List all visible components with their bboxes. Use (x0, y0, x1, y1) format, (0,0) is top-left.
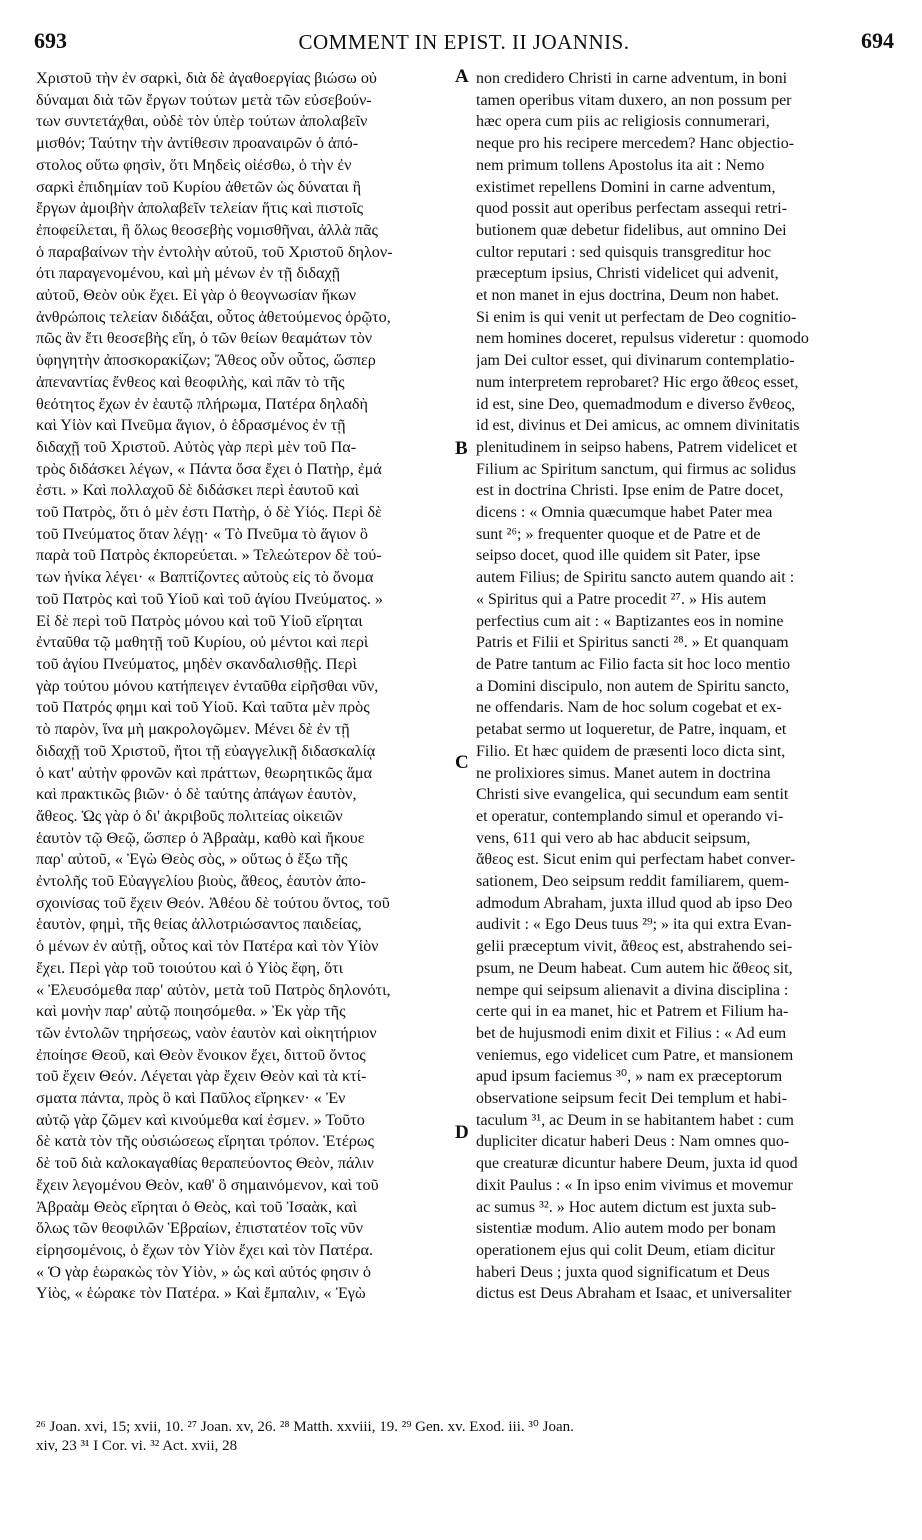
margin-mark-d: D (455, 1122, 469, 1143)
margin-mark-a: A (455, 66, 469, 87)
page-number-right: 694 (861, 28, 894, 53)
page-number-left: 693 (34, 28, 67, 53)
margin-mark-c: C (455, 752, 469, 773)
greek-text-column: Χριστοῦ τὴν ἐν σαρκὶ, διὰ δὲ ἀγαθοεργίας βιώσω οὐ δύναμαι διὰ τῶν ἔργων τούτων μετὰ τῶν εὐσεβούν- των συντετάχθαι, οὐδὲ τὸν ὑπὲρ τούτων ἀπολαβεῖν μισθόν; Ταύτην τὴν ἀντίθεσιν προαναιρῶν ὁ ἀπό- στολος οὕτω φησὶν, ὅτι Μηδεὶς οἰέσθω, ὁ τὴν ἐν σαρκὶ ἐπιδημίαν τοῦ Κυρίου ἀθετῶν ὡς δύναται ἢ ἔργων ἀμοιβὴν ἀπολαβεῖν τελείαν ἥτις καὶ πιστοῖς ἐποφείλεται, ἢ ὅλως θεοσεβὴς νομισθῆναι, ἀλλὰ πᾶς ὁ παραβαίνων τὴν ἐντολὴν αὐτοῦ, τοῦ Χριστοῦ δηλον- ότι παραγενομένου, καὶ μὴ μένων ἐν τῇ διδαχῇ αὐτοῦ, Θεὸν οὐκ ἔχει. Εἰ γὰρ ὁ θεογνωσίαν ἥκων ἀνθρώποις τελείαν διδάξαι, οὗτος ἀθετούμενος ὁρῷτο, πῶς ἂν ἔτι θεοσεβὴς εἴη, ὁ τῶν θείων θεαμάτων τὸν ὑφηγητὴν ἀποσκορακίζων; Ἄθεος οὖν οὗτος, ὥσπερ ἀπεναντίας ἔνθεος καὶ θεοφιλὴς, καὶ πᾶν τὸ τῆς θεότητος ἔχων ἐν ἑαυτῷ πλήρωμα, Πατέρα δηλαδὴ καὶ Υἱὸν καὶ Πνεῦμα ἅγιον, ὁ ἑδρασμένος ἐν τῇ διδαχῇ τοῦ Χριστοῦ. Αὐτὸς γὰρ περὶ μὲν τοῦ Πα- τρὸς διδάσκει λέγων, « Πάντα ὅσα ἔχει ὁ Πατὴρ, ἐμά ἐστι. » Καὶ πολλαχοῦ δὲ διδάσκει περὶ ἑαυτοῦ καὶ τοῦ Πατρὸς, ὅτι ὁ μὲν ἐστι Πατὴρ, ὁ δὲ Υἱός. Περὶ δὲ τοῦ Πνεύματος ὅταν λέγῃ· « Τὸ Πνεῦμα τὸ ἅγιον ὃ παρὰ τοῦ Πατρὸς ἐκπορεύεται. » Τελεώτερον δὲ τού- των ἡνίκα λέγει· « Βαπτίζοντες αὐτοὺς εἰς τὸ ὄνομα τοῦ Πατρὸς καὶ τοῦ Υἱοῦ καὶ τοῦ ἁγίου Πνεύματος. » Εἰ δὲ περὶ τοῦ Πατρὸς μόνου καὶ τοῦ Υἱοῦ εἴρηται ἐνταῦθα τῷ μαθητῇ τοῦ Κυρίου, οὐ μέντοι καὶ περὶ τοῦ ἁγίου Πνεύματος, μηδὲν σκανδαλισθῇς. Περὶ γὰρ τούτου μόνου κατήπειγεν ἐνταῦθα εἰρῆσθαι νῦν, τοῦ Πατρός φημι καὶ τοῦ Υἱοῦ. Καὶ ταῦτα μὲν πρὸς τὸ παρὸν, ἵνα μὴ μακρολογῶμεν. Μένει δὲ ἐν τῇ διδαχῇ τοῦ Χριστοῦ, ἤτοι τῇ εὐαγγελικῇ διδασκαλίᾳ ὁ κατ' αὐτὴν φρονῶν καὶ πράττων, θεωρητικῶς ἅμα καὶ πρακτικῶς βιῶν· ὁ δὲ ταύτης ἀπάγων ἑαυτὸν, ἄθεος. Ὡς γὰρ ὁ δι' ἀκριβοῦς πολιτείας οἰκειῶν ἑαυτὸν τῷ Θεῷ, ὥσπερ ὁ Ἀβραὰμ, καθὸ καὶ ἤκουε παρ' αὐτοῦ, « Ἐγὼ Θεὸς σὸς, » οὕτως ὁ ἔξω τῆς ἐντολῆς τοῦ Εὐαγγελίου βιοὺς, ἄθεος, ἑαυτὸν ἀπο- σχοινίσας τοῦ ἔχειν Θεόν. Ἀθέου δὲ τούτου ὄντος, τοῦ ἑαυτὸν, φημὶ, τῆς θείας ἀλλοτριώσαντος παιδείας, ὁ μένων ἐν αὐτῇ, οὗτος καὶ τὸν Πατέρα καὶ τὸν Υἱὸν ἔχει. Περὶ γὰρ τοῦ τοιούτου καὶ ὁ Υἱὸς ἔφη, ὅτι « Ἐλευσόμεθα παρ' αὐτὸν, μετὰ τοῦ Πατρὸς δηλονότι, καὶ μονὴν παρ' αὐτῷ ποιησόμεθα. » Ἐκ γὰρ τῆς τῶν ἐντολῶν τηρήσεως, ναὸν ἑαυτὸν καὶ οἰκητήριον ἐποίησε Θεοῦ, καὶ Θεὸν ἔνοικον ἔχει, διττοῦ ὄντος τοῦ ἔχειν Θεόν. Λέγεται γὰρ ἔχειν Θεὸν καὶ τὰ κτί- σματα πάντα, πρὸς ὃ καὶ Παῦλος εἴρηκεν· « Ἐν αὐτῷ γὰρ ζῶμεν καὶ κινούμεθα καί ἐσμεν. » Τοῦτο δὲ κατὰ τὸν τῆς οὐσιώσεως εἴρηται τρόπον. Ἑτέρως δὲ τοῦ διὰ καλοκαγαθίας θεραπεύοντος Θεὸν, πάλιν ἔχειν λεγομένου Θεὸν, καθ' ὃ σημαινόμενον, καὶ τοῦ Ἀβραὰμ Θεὸς εἴρηται ὁ Θεὸς, καὶ τοῦ Ἰσαὰκ, καὶ ὅλως τῶν θεοφιλῶν Ἑβραίων, ἐπιστατέον τοῖς νῦν εἰρησομένοις, ὁ ἔχων τὸν Υἱὸν ἔχει καὶ τὸν Πατέρα. « Ὁ γὰρ ἑωρακὼς τὸν Υἱὸν, » ὡς καὶ αὐτός φησιν ὁ Υἱὸς, « ἑώρακε τὸν Πατέρα. » Καὶ ἔμπαλιν, « Ἐγὼ (36, 69, 393, 1303)
margin-mark-b: B (455, 438, 468, 459)
latin-text-column: non credidero Christi in carne adventum, in boni tamen operibus vitam duxero, an non possum per hæc opera cum piis ac religiosis connumerari, neque pro his recipere mercedem? Hanc objectio- nem primum tollens Apostolus ita ait : Nemo existimet repellens Domini in carne adventum, quod possit aut operibus perfectam assequi retri- butionem quæ debetur fidelibus, aut omnino Dei cultor reputari : sed quisquis transgreditur hoc præceptum ipsius, Christi videlicet qui advenit, et non manet in ejus doctrina, Deum non habet. Si enim is qui venit ut perfectam de Deo cognitio- nem homines doceret, repulsus videretur : quomodo jam Dei cultor esset, qui divinarum contemplatio- num interpretem reprobaret? Hic ergo ἄθεος esset, id est, sine Deo, quemadmodum e diverso ἔνθεος, id est, divinus et Dei amicus, ac omnem divinitatis plenitudinem in seipso habens, Patrem videlicet et Filium ac Spiritum sanctum, qui firmus ac solidus est in doctrina Christi. Ipse enim de Patre docet, dicens : « Omnia quæcumque habet Pater mea sunt ²⁶; » frequenter quoque et de Patre et de seipso docet, quod ille quidem sit Pater, ipse autem Filius; de Spiritu sancto autem quando ait : « Spiritus qui a Patre procedit ²⁷. » His autem perfectius cum ait : « Baptizantes eos in nomine Patris et Filii et Spiritus sancti ²⁸. » Et quanquam de Patre tantum ac Filio facta sit hoc loco mentio a Domini discipulo, non autem de Spiritu sancto, ne offendaris. Nam de hoc solum cogebat et ex- petabat sermo ut loqueretur, de Patre, inquam, et Filio. Et hæc quidem de præsenti loco dicta sint, ne prolixiores simus. Manet autem in doctrina Christi sive evangelica, qui secundum eam sentit et operatur, contemplando simul et operando vi- vens, 611 qui vero ab hac abducit seipsum, ἄθεος est. Sicut enim qui perfectam habet conver- sationem, Deo seipsum reddit familiarem, quem- admodum Abraham, juxta illud quod ab ipso Deo audivit : « Ego Deus tuus ²⁹; » ita qui extra Evan- gelii præceptum vivit, ἄθεος est, abstrahendo sei- psum, ne Deum habeat. Cum autem hic ἄθεος sit, nempe qui seipsum alienavit a divina disciplina : certe qui in ea manet, hic et Patrem et Filium ha- bet de hujusmodi enim dixit et Filius : « Ad eum veniemus, ego videlicet cum Patre, et mansionem apud ipsum faciemus ³⁰, » nam ex præceptorum observatione seipsum fecit Dei templum et habi- taculum ³¹, ac Deum in se habitantem habet : cum dupliciter dicatur haberi Deus : Nam omnes quo- que creaturæ dicuntur habere Deum, juxta id quod dixit Paulus : « In ipso enim vivimus et movemur ac sumus ³². » Hoc autem dictum est juxta sub- sistentiæ modum. Alio autem modo per bonam operationem ejus qui colit Deum, etiam dicitur haberi Deus ; juxta quod significatum et Deus dictus est Deus Abraham et Isaac, et universaliter (476, 70, 809, 1303)
page-header (34, 28, 894, 60)
footnotes: ²⁶ Joan. xvi, 15; xvii, 10. ²⁷ Joan. xv, 26. ²⁸ Matth. xxviii, 19. ²⁹ Gen. xv. Exod. iii. ³⁰ Joan. xiv, 23 ³¹ I Cor. vi. ³² Act. xvii, 28 (36, 1419, 574, 1454)
running-title: COMMENT IN EPIST. II JOANNIS. (298, 30, 630, 54)
